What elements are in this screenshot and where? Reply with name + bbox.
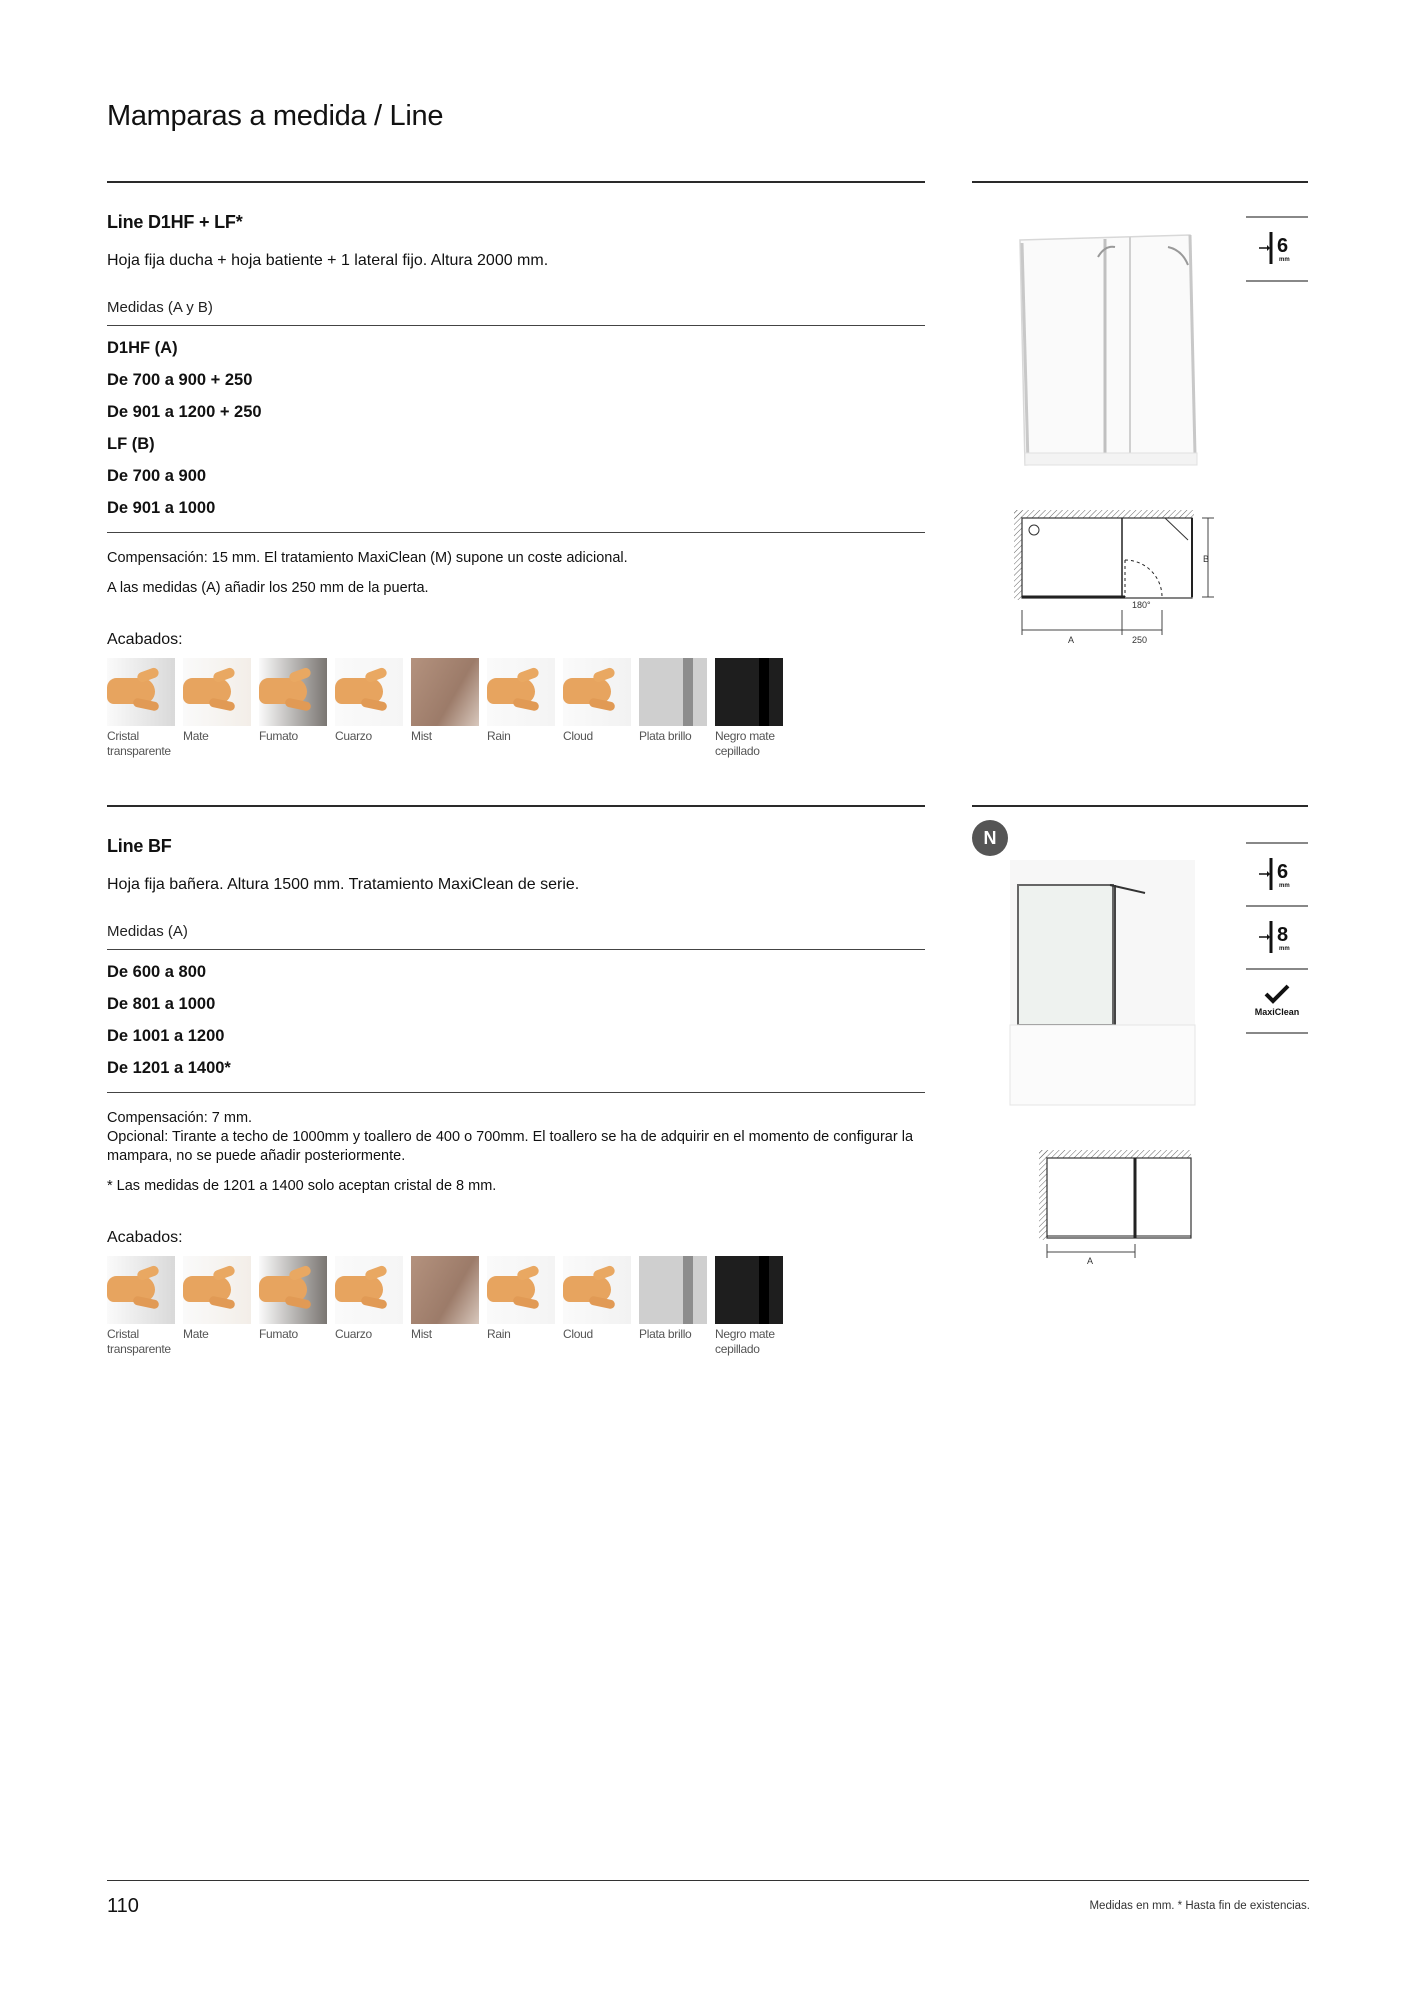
finish-label-line2: cepillado	[715, 1342, 760, 1356]
finish-swatch	[563, 1256, 639, 1357]
note: A las medidas (A) añadir los 250 mm de la puerta.	[107, 580, 429, 596]
finish-sample-image	[183, 1256, 251, 1324]
measure-item: De 700 a 900	[107, 467, 207, 485]
note: * Las medidas de 1201 a 1400 solo aceptan cristal de 8 mm.	[107, 1178, 497, 1194]
section-description: Hoja fija bañera. Altura 1500 mm. Tratamiento MaxiClean de serie.	[107, 876, 580, 893]
finish-label: Mist	[411, 729, 432, 743]
finish-sample-image	[107, 658, 175, 726]
maxiclean-label: MaxiClean	[1254, 1007, 1300, 1017]
section-description: Hoja fija ducha + hoja batiente + 1 lateral fijo. Altura 2000 mm.	[107, 252, 549, 269]
glass-thickness-value: 6	[1277, 861, 1289, 883]
icon-maxiclean	[1246, 968, 1308, 1030]
hand-icon	[335, 1276, 383, 1302]
finish-sample-image	[335, 1256, 403, 1324]
finish-swatch	[259, 658, 335, 759]
measures-label: Medidas (A)	[107, 923, 188, 940]
finish-swatch	[639, 1256, 715, 1357]
product-photo-d1hf	[990, 225, 1240, 475]
note: Compensación: 15 mm. El tratamiento MaxiClean (M) supone un coste adicional.	[107, 550, 628, 566]
finish-label: Plata brillo	[639, 1327, 692, 1341]
profile-bar	[759, 658, 769, 726]
finish-swatch	[335, 658, 411, 759]
finish-label: Fumato	[259, 1327, 298, 1341]
glass-thickness-value: 6	[1277, 235, 1289, 257]
finish-swatch	[487, 1256, 563, 1357]
finish-label-line2: cepillado	[715, 744, 760, 758]
finish-sample-image	[639, 658, 707, 726]
finish-sample-image	[335, 658, 403, 726]
dim-label-door: 250	[1132, 635, 1148, 645]
icon-glass-8mm	[1246, 905, 1308, 967]
profile-bar	[683, 1256, 693, 1324]
finish-sample-image	[487, 658, 555, 726]
hand-icon	[335, 678, 383, 704]
notes-rule	[107, 532, 925, 533]
acabados-label: Acabados:	[107, 1229, 183, 1246]
glass-thickness-unit: mm	[1279, 257, 1290, 263]
hand-icon	[107, 1276, 155, 1302]
finish-sample-image	[411, 658, 479, 726]
icon-bottom-rule	[1246, 280, 1308, 282]
finish-sample-image	[411, 1256, 479, 1324]
checkmark-icon	[1262, 983, 1292, 1005]
finish-sample-image	[107, 1256, 175, 1324]
hand-icon	[183, 678, 231, 704]
glass-thickness-unit: mm	[1279, 946, 1290, 952]
finish-swatch	[335, 1256, 411, 1357]
section-title: Line D1HF + LF*	[107, 212, 243, 232]
section-1-top-rule	[107, 181, 925, 183]
glass-thickness-icon	[1255, 854, 1299, 894]
finish-sample-image	[563, 1256, 631, 1324]
finish-swatch	[715, 658, 791, 759]
hand-icon	[259, 1276, 307, 1302]
icon-glass-6mm	[1246, 842, 1308, 904]
measure-item: De 901 a 1000	[107, 499, 216, 517]
finish-swatch	[639, 658, 715, 759]
measure-item: D1HF (A)	[107, 339, 178, 357]
measure-item: De 801 a 1000	[107, 995, 216, 1013]
finish-label: Plata brillo	[639, 729, 692, 743]
section-line-d1hf	[107, 212, 925, 759]
finish-swatch	[487, 658, 563, 759]
icon-glass-6mm	[1246, 216, 1308, 278]
measure-item: De 600 a 800	[107, 963, 207, 981]
dim-label-a: A	[1087, 1256, 1094, 1265]
finish-label: Rain	[487, 729, 511, 743]
measure-item: De 700 a 900 + 250	[107, 371, 253, 389]
measure-item: LF (B)	[107, 435, 155, 453]
finish-label: Negro mate	[715, 729, 775, 743]
page-number: 110	[107, 1895, 139, 1917]
hand-icon	[487, 678, 535, 704]
finish-swatch	[183, 658, 259, 759]
section-title: Line BF	[107, 836, 172, 856]
finish-label: Mate	[183, 729, 209, 743]
section-line-bf	[107, 836, 925, 1357]
hand-icon	[563, 1276, 611, 1302]
finish-sample-image	[259, 658, 327, 726]
measures-rule	[107, 325, 925, 326]
finish-swatch	[715, 1256, 791, 1357]
finish-swatch	[563, 658, 639, 759]
finish-label: Negro mate	[715, 1327, 775, 1341]
plan-diagram-bf	[1035, 1140, 1195, 1265]
new-badge: N	[972, 820, 1008, 856]
finish-swatch	[411, 1256, 487, 1357]
profile-bar	[759, 1256, 769, 1324]
dim-label-b: B	[1203, 554, 1210, 564]
glass-thickness-icon	[1255, 228, 1299, 268]
measures-list	[107, 332, 925, 524]
measure-item: De 1001 a 1200	[107, 1027, 225, 1045]
measures-list	[107, 956, 925, 1084]
finish-label: Cristal	[107, 1327, 139, 1341]
hand-icon	[183, 1276, 231, 1302]
glass-thickness-unit: mm	[1279, 883, 1290, 889]
hand-icon	[487, 1276, 535, 1302]
measures-label: Medidas (A y B)	[107, 299, 213, 316]
finish-label-line2: transparente	[107, 744, 171, 758]
hand-icon	[107, 678, 155, 704]
section-2-image-rule	[972, 805, 1308, 807]
plan-diagram-d1hf	[1010, 500, 1220, 645]
finish-sample-image	[639, 1256, 707, 1324]
finish-label: Mate	[183, 1327, 209, 1341]
measure-item: De 901 a 1200 + 250	[107, 403, 262, 421]
finish-label: Rain	[487, 1327, 511, 1341]
finish-label: Mist	[411, 1327, 432, 1341]
footer-rule	[107, 1880, 1309, 1881]
finish-label-line2: transparente	[107, 1342, 171, 1356]
finishes-swatches	[107, 1256, 925, 1357]
finishes-swatches	[107, 658, 925, 759]
glass-thickness-icon	[1255, 917, 1299, 957]
dim-label-a: A	[1068, 635, 1075, 645]
notes-rule	[107, 1092, 925, 1093]
section-1-image-rule	[972, 181, 1308, 183]
finish-label: Cuarzo	[335, 729, 372, 743]
finish-sample-image	[563, 658, 631, 726]
finish-sample-image	[715, 658, 783, 726]
finish-swatch	[259, 1256, 335, 1357]
finish-sample-image	[259, 1256, 327, 1324]
finish-sample-image	[183, 658, 251, 726]
profile-bar	[683, 658, 693, 726]
finish-swatch	[411, 658, 487, 759]
section-2-top-rule	[107, 805, 925, 807]
measure-item: De 1201 a 1400*	[107, 1059, 231, 1077]
angle-label: 180°	[1132, 600, 1151, 610]
finish-swatch	[107, 1256, 183, 1357]
product-photo-bf	[1000, 855, 1210, 1110]
finish-swatch	[183, 1256, 259, 1357]
finish-label: Cloud	[563, 1327, 593, 1341]
finish-swatch	[107, 658, 183, 759]
icon-bottom-rule	[1246, 1032, 1308, 1034]
note: Compensación: 7 mm.	[107, 1110, 253, 1126]
acabados-label: Acabados:	[107, 631, 183, 648]
footer-note: Medidas en mm. * Hasta fin de existencias.	[1089, 1900, 1310, 1912]
glass-thickness-value: 8	[1277, 924, 1289, 946]
finish-label: Cristal	[107, 729, 139, 743]
hand-icon	[563, 678, 611, 704]
hand-icon	[259, 678, 307, 704]
finish-label: Fumato	[259, 729, 298, 743]
measures-rule	[107, 949, 925, 950]
finish-sample-image	[715, 1256, 783, 1324]
finish-label: Cloud	[563, 729, 593, 743]
page-title: Mamparas a medida / Line	[107, 100, 444, 132]
finish-label: Cuarzo	[335, 1327, 372, 1341]
finish-sample-image	[487, 1256, 555, 1324]
note: Opcional: Tirante a techo de 1000mm y toallero de 400 o 700mm. El toallero se ha de adquirir en el momento de configurar la mampara, no se puede añadir posteriormente.	[107, 1129, 914, 1164]
